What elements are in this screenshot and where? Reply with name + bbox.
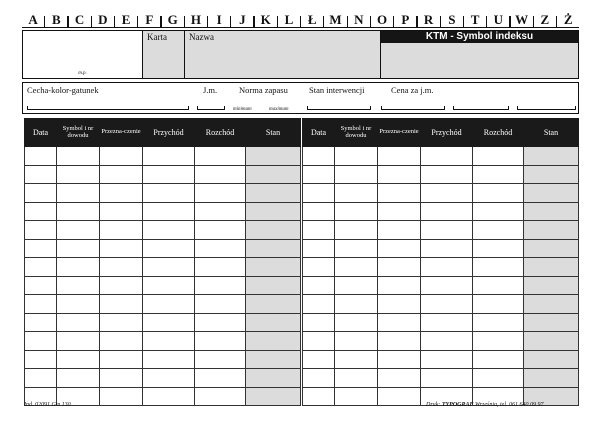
ledger-table-right bbox=[302, 118, 579, 406]
ledger-cell[interactable] bbox=[473, 369, 524, 388]
ledger-cell[interactable] bbox=[246, 313, 301, 332]
alphabet-letter: Ż bbox=[563, 12, 573, 27]
form-index-code: Ind. 02091 Gm 130 bbox=[24, 402, 71, 408]
column-header: Symbol i nr dowodu bbox=[335, 119, 378, 147]
ledger-cell[interactable] bbox=[524, 239, 579, 258]
ledger-cell[interactable] bbox=[378, 239, 421, 258]
ledger-cell[interactable] bbox=[25, 165, 57, 184]
column-header: Data bbox=[303, 119, 335, 147]
ledger-cell[interactable] bbox=[524, 332, 579, 351]
alphabet-letter: J bbox=[239, 12, 246, 27]
ledger-cell[interactable] bbox=[524, 350, 579, 369]
ledger-cell[interactable] bbox=[195, 350, 246, 369]
ledger-cell[interactable] bbox=[335, 184, 378, 203]
column-header: Przezna-czenie bbox=[378, 119, 421, 147]
ledger-cell[interactable] bbox=[378, 387, 421, 406]
ledger-cell[interactable] bbox=[421, 239, 473, 258]
alphabet-letter: O bbox=[376, 12, 388, 27]
ledger-cell[interactable] bbox=[303, 313, 335, 332]
ledger-cell[interactable] bbox=[57, 276, 100, 295]
ledger-cell[interactable] bbox=[246, 276, 301, 295]
ledger-cell[interactable] bbox=[246, 147, 301, 166]
ledger-row bbox=[303, 276, 579, 295]
alphabet-letter: L bbox=[284, 12, 294, 27]
ledger-cell[interactable] bbox=[524, 147, 579, 166]
ledger-cell[interactable] bbox=[57, 258, 100, 277]
ledger-cell[interactable] bbox=[378, 184, 421, 203]
column-header: Symbol i nr dowodu bbox=[57, 119, 100, 147]
ledger-cell[interactable] bbox=[378, 221, 421, 240]
ledger-row bbox=[303, 184, 579, 203]
ledger-cell[interactable] bbox=[421, 147, 473, 166]
ledger-cell[interactable] bbox=[421, 332, 473, 351]
ledger-row bbox=[25, 276, 301, 295]
ledger-row bbox=[25, 295, 301, 314]
ledger-cell[interactable] bbox=[473, 147, 524, 166]
ledger-cell[interactable] bbox=[57, 332, 100, 351]
ledger-row bbox=[303, 239, 579, 258]
printer-contact: Września, tel. 061 640 09 97 bbox=[475, 402, 544, 408]
alphabet-letter: Z bbox=[540, 12, 550, 27]
ledger-cell[interactable] bbox=[143, 276, 195, 295]
ktm-label: KTM - Symbol indeksu bbox=[381, 31, 578, 43]
ledger-cell[interactable] bbox=[421, 165, 473, 184]
ledger-cell[interactable] bbox=[473, 313, 524, 332]
ledger-cell[interactable] bbox=[335, 258, 378, 277]
ledger-cell[interactable] bbox=[335, 387, 378, 406]
ledger-cell[interactable] bbox=[143, 165, 195, 184]
ledger-cell[interactable] bbox=[100, 165, 143, 184]
ledger-row bbox=[303, 258, 579, 277]
ledger-cell[interactable] bbox=[57, 221, 100, 240]
ledger-cell[interactable] bbox=[195, 295, 246, 314]
ledger-row bbox=[25, 221, 301, 240]
ledger-cell[interactable] bbox=[25, 350, 57, 369]
ledger-cell[interactable] bbox=[473, 165, 524, 184]
cena-label: Cena za j.m. bbox=[391, 85, 434, 95]
item-info-row bbox=[22, 82, 579, 114]
ledger-cell[interactable] bbox=[335, 369, 378, 388]
nazwa-label: Nazwa bbox=[189, 32, 214, 42]
ledger-cell[interactable] bbox=[143, 369, 195, 388]
ledger-cell[interactable] bbox=[25, 295, 57, 314]
ledger-cell[interactable] bbox=[100, 239, 143, 258]
ledger-cell[interactable] bbox=[143, 332, 195, 351]
alphabet-letter: B bbox=[51, 12, 61, 27]
ledger-row bbox=[303, 332, 579, 351]
alphabet-letter: E bbox=[121, 12, 131, 27]
ktm-field[interactable] bbox=[381, 31, 578, 78]
ledger-cell[interactable] bbox=[303, 202, 335, 221]
ledger-cell[interactable] bbox=[57, 184, 100, 203]
ledger-cell[interactable] bbox=[335, 313, 378, 332]
extra-bracket-2 bbox=[517, 106, 576, 110]
ledger-cell[interactable] bbox=[25, 184, 57, 203]
ledger-cell[interactable] bbox=[246, 221, 301, 240]
ledger-cell[interactable] bbox=[524, 258, 579, 277]
ledger-cell[interactable] bbox=[195, 165, 246, 184]
ledger-cell[interactable] bbox=[421, 369, 473, 388]
ledger-row bbox=[303, 295, 579, 314]
ledger-cell[interactable] bbox=[25, 313, 57, 332]
maximum-label: maximum bbox=[269, 107, 289, 112]
ledger-cell[interactable] bbox=[524, 221, 579, 240]
ledger-cell[interactable] bbox=[100, 350, 143, 369]
ledger-row bbox=[303, 165, 579, 184]
ledger-cell[interactable] bbox=[25, 276, 57, 295]
ledger-cell[interactable] bbox=[524, 276, 579, 295]
alphabet-index-strip bbox=[22, 12, 579, 28]
ledger-cell[interactable] bbox=[421, 184, 473, 203]
ledger-cell[interactable] bbox=[25, 239, 57, 258]
printer-brand: TYPOGRAF bbox=[441, 402, 474, 408]
ledger-cell[interactable] bbox=[303, 258, 335, 277]
alphabet-letter: R bbox=[423, 12, 434, 27]
alphabet-letter: W bbox=[515, 12, 529, 27]
ledger-cell[interactable] bbox=[303, 276, 335, 295]
ledger-cell[interactable] bbox=[303, 239, 335, 258]
ledger-cell[interactable] bbox=[378, 165, 421, 184]
column-header: Przychód bbox=[421, 119, 473, 147]
ledger-cell[interactable] bbox=[524, 295, 579, 314]
ledger-cell[interactable] bbox=[378, 332, 421, 351]
ledger-row bbox=[25, 239, 301, 258]
ledger-cell[interactable] bbox=[378, 295, 421, 314]
ledger-cell[interactable] bbox=[303, 387, 335, 406]
ledger-row bbox=[25, 369, 301, 388]
alphabet-letter: C bbox=[74, 12, 85, 27]
ledger-cell[interactable] bbox=[473, 295, 524, 314]
ledger-cell[interactable] bbox=[143, 387, 195, 406]
ledger-cell[interactable] bbox=[335, 147, 378, 166]
ledger-cell[interactable] bbox=[25, 202, 57, 221]
ledger-row bbox=[25, 165, 301, 184]
column-header: Stan bbox=[524, 119, 579, 147]
ledger-row bbox=[25, 258, 301, 277]
ledger-cell[interactable] bbox=[57, 350, 100, 369]
jm-label: J.m. bbox=[203, 85, 218, 95]
ledger-cell[interactable] bbox=[335, 276, 378, 295]
column-header: Stan bbox=[246, 119, 301, 147]
ledger-cell[interactable] bbox=[473, 202, 524, 221]
stan-interwencji-bracket bbox=[307, 106, 371, 110]
column-header: Data bbox=[25, 119, 57, 147]
ledger-cell[interactable] bbox=[246, 184, 301, 203]
ledger-cell[interactable] bbox=[195, 276, 246, 295]
alphabet-letter: U bbox=[493, 12, 504, 27]
ledger-cell[interactable] bbox=[143, 147, 195, 166]
ledger-cell[interactable] bbox=[100, 387, 143, 406]
printer-prefix: Druk: bbox=[426, 402, 441, 408]
ledger-cell[interactable] bbox=[473, 258, 524, 277]
ledger-cell[interactable] bbox=[143, 350, 195, 369]
ledger-cell[interactable] bbox=[195, 239, 246, 258]
ledger-cell[interactable] bbox=[378, 147, 421, 166]
ledger-cell[interactable] bbox=[57, 202, 100, 221]
ledger-cell[interactable] bbox=[335, 332, 378, 351]
alphabet-letter: F bbox=[145, 12, 154, 27]
ledger-cell[interactable] bbox=[473, 221, 524, 240]
ledger-cell[interactable] bbox=[57, 239, 100, 258]
minimum-label: minimum bbox=[233, 107, 252, 112]
ledger-cell[interactable] bbox=[246, 295, 301, 314]
ledger-cell[interactable] bbox=[303, 369, 335, 388]
ledger-cell[interactable] bbox=[246, 202, 301, 221]
ledger-cell[interactable] bbox=[335, 239, 378, 258]
ledger-cell[interactable] bbox=[303, 221, 335, 240]
ledger-cell[interactable] bbox=[57, 295, 100, 314]
ledger-cell[interactable] bbox=[524, 184, 579, 203]
ledger-cell[interactable] bbox=[473, 239, 524, 258]
ledger-cell[interactable] bbox=[246, 350, 301, 369]
ledger-cell[interactable] bbox=[335, 350, 378, 369]
ledger-cell[interactable] bbox=[143, 295, 195, 314]
cecha-bracket bbox=[27, 106, 189, 110]
ledger-cell[interactable] bbox=[143, 221, 195, 240]
ledger-row bbox=[25, 147, 301, 166]
extra-bracket-1 bbox=[453, 106, 509, 110]
stan-interwencji-label: Stan interwencji bbox=[309, 85, 365, 95]
alphabet-letter: A bbox=[28, 12, 38, 27]
ledger-cell[interactable] bbox=[100, 295, 143, 314]
ledger-cell[interactable] bbox=[473, 332, 524, 351]
ledger-cell[interactable] bbox=[421, 295, 473, 314]
ledger-cell[interactable] bbox=[524, 369, 579, 388]
ledger-cell[interactable] bbox=[473, 276, 524, 295]
norma-field[interactable] bbox=[229, 83, 299, 113]
ledger-cell[interactable] bbox=[195, 369, 246, 388]
ledger-cell[interactable] bbox=[143, 313, 195, 332]
ledger-cell[interactable] bbox=[473, 184, 524, 203]
extra-field-1[interactable] bbox=[451, 83, 511, 113]
ledger-cell[interactable] bbox=[303, 147, 335, 166]
ledger-cell[interactable] bbox=[246, 369, 301, 388]
ledger-cell[interactable] bbox=[100, 276, 143, 295]
cecha-label: Cecha-kolor-gatunek bbox=[27, 85, 99, 95]
ledger-row bbox=[25, 202, 301, 221]
jm-field[interactable] bbox=[195, 83, 227, 113]
norma-label: Norma zapasu bbox=[239, 85, 288, 95]
ledger-row bbox=[303, 202, 579, 221]
ledger-row bbox=[303, 350, 579, 369]
ledger-row bbox=[25, 332, 301, 351]
ledger-cell[interactable] bbox=[473, 350, 524, 369]
ledger-cell[interactable] bbox=[335, 221, 378, 240]
ledger-cell[interactable] bbox=[195, 387, 246, 406]
ledger-cell[interactable] bbox=[100, 332, 143, 351]
ledger-cell[interactable] bbox=[524, 313, 579, 332]
ledger-cell[interactable] bbox=[303, 165, 335, 184]
cecha-field[interactable] bbox=[23, 83, 193, 113]
ledger-cell[interactable] bbox=[100, 147, 143, 166]
alphabet-letter: I bbox=[216, 12, 222, 27]
ledger-cell[interactable] bbox=[303, 295, 335, 314]
ledger-cell[interactable] bbox=[143, 258, 195, 277]
ledger-cell[interactable] bbox=[195, 258, 246, 277]
ledger-cell[interactable] bbox=[100, 202, 143, 221]
alphabet-letter: T bbox=[470, 12, 480, 27]
column-header: Rozchód bbox=[195, 119, 246, 147]
alphabet-letter: N bbox=[354, 12, 364, 27]
alphabet-letter: H bbox=[190, 12, 201, 27]
alphabet-letter: M bbox=[329, 12, 342, 27]
ledger-cell[interactable] bbox=[378, 202, 421, 221]
ledger-row bbox=[25, 313, 301, 332]
ledger-row bbox=[303, 221, 579, 240]
ledger-cell[interactable] bbox=[421, 276, 473, 295]
alphabet-letter: G bbox=[167, 12, 178, 27]
ledger-cell[interactable] bbox=[303, 332, 335, 351]
ledger-cell[interactable] bbox=[100, 313, 143, 332]
ledger-table-left bbox=[24, 118, 301, 406]
column-header: Przychód bbox=[143, 119, 195, 147]
ledger-cell[interactable] bbox=[100, 184, 143, 203]
stamp-caption: m.p. bbox=[78, 71, 87, 76]
ledger-cell[interactable] bbox=[143, 202, 195, 221]
ledger-row bbox=[303, 147, 579, 166]
ledger-cell[interactable] bbox=[57, 313, 100, 332]
ledger-cell[interactable] bbox=[246, 258, 301, 277]
ledger-cell[interactable] bbox=[100, 221, 143, 240]
ledger-cell[interactable] bbox=[246, 165, 301, 184]
ledger-cell[interactable] bbox=[421, 313, 473, 332]
ledger-cell[interactable] bbox=[303, 350, 335, 369]
ledger-cell[interactable] bbox=[246, 387, 301, 406]
ledger-cell[interactable] bbox=[57, 369, 100, 388]
jm-bracket bbox=[197, 106, 225, 110]
ledger-cell[interactable] bbox=[303, 184, 335, 203]
ledger-cell[interactable] bbox=[378, 350, 421, 369]
printer-credit bbox=[426, 402, 544, 408]
ledger-cell[interactable] bbox=[378, 276, 421, 295]
ledger-row bbox=[303, 369, 579, 388]
ledger-cell[interactable] bbox=[100, 258, 143, 277]
ledger-row bbox=[25, 184, 301, 203]
ledger-cell[interactable] bbox=[25, 147, 57, 166]
ledger-cell[interactable] bbox=[25, 369, 57, 388]
card-header bbox=[22, 30, 579, 79]
ledger-cell[interactable] bbox=[421, 350, 473, 369]
extra-field-2[interactable] bbox=[515, 83, 578, 113]
karta-label: Karta bbox=[147, 32, 167, 42]
ledger-cell[interactable] bbox=[421, 202, 473, 221]
ledger-cell[interactable] bbox=[335, 202, 378, 221]
karta-field[interactable] bbox=[143, 31, 185, 78]
alphabet-letter: K bbox=[260, 12, 271, 27]
ledger-row bbox=[303, 313, 579, 332]
ledger-cell[interactable] bbox=[57, 165, 100, 184]
ledger-cell[interactable] bbox=[57, 147, 100, 166]
alphabet-letter: Ł bbox=[307, 12, 317, 27]
ledger-cell[interactable] bbox=[524, 165, 579, 184]
alphabet-letter: S bbox=[448, 12, 456, 27]
ledger-cell[interactable] bbox=[100, 369, 143, 388]
ledger-cell[interactable] bbox=[25, 258, 57, 277]
ledger-cell[interactable] bbox=[378, 258, 421, 277]
ledger-cell[interactable] bbox=[195, 332, 246, 351]
column-header: Przezna-czenie bbox=[100, 119, 143, 147]
ledger-cell[interactable] bbox=[421, 221, 473, 240]
column-header: Rozchód bbox=[473, 119, 524, 147]
ledger-cell[interactable] bbox=[335, 165, 378, 184]
ledger-cell[interactable] bbox=[246, 332, 301, 351]
alphabet-letter: D bbox=[98, 12, 108, 27]
ledger-cell[interactable] bbox=[195, 184, 246, 203]
ledger-cell[interactable] bbox=[195, 221, 246, 240]
nazwa-field[interactable] bbox=[185, 31, 381, 78]
ledger-cell[interactable] bbox=[378, 369, 421, 388]
ledger-row bbox=[25, 350, 301, 369]
stamp-box bbox=[23, 31, 143, 78]
stan-interwencji-field[interactable] bbox=[303, 83, 373, 113]
ledger-cell[interactable] bbox=[246, 239, 301, 258]
ledger-cell[interactable] bbox=[195, 202, 246, 221]
ledger-cell[interactable] bbox=[335, 295, 378, 314]
alphabet-letter: P bbox=[401, 12, 410, 27]
ledger-cell[interactable] bbox=[143, 239, 195, 258]
ledger-cell[interactable] bbox=[195, 147, 246, 166]
ledger-cell[interactable] bbox=[524, 202, 579, 221]
cena-bracket bbox=[381, 106, 445, 110]
ledger-cell[interactable] bbox=[195, 313, 246, 332]
ledger-cell[interactable] bbox=[421, 258, 473, 277]
cena-field[interactable] bbox=[377, 83, 447, 113]
ledger-cell[interactable] bbox=[25, 332, 57, 351]
ledger-cell[interactable] bbox=[143, 184, 195, 203]
ledger-cell[interactable] bbox=[25, 221, 57, 240]
ledger-cell[interactable] bbox=[378, 313, 421, 332]
